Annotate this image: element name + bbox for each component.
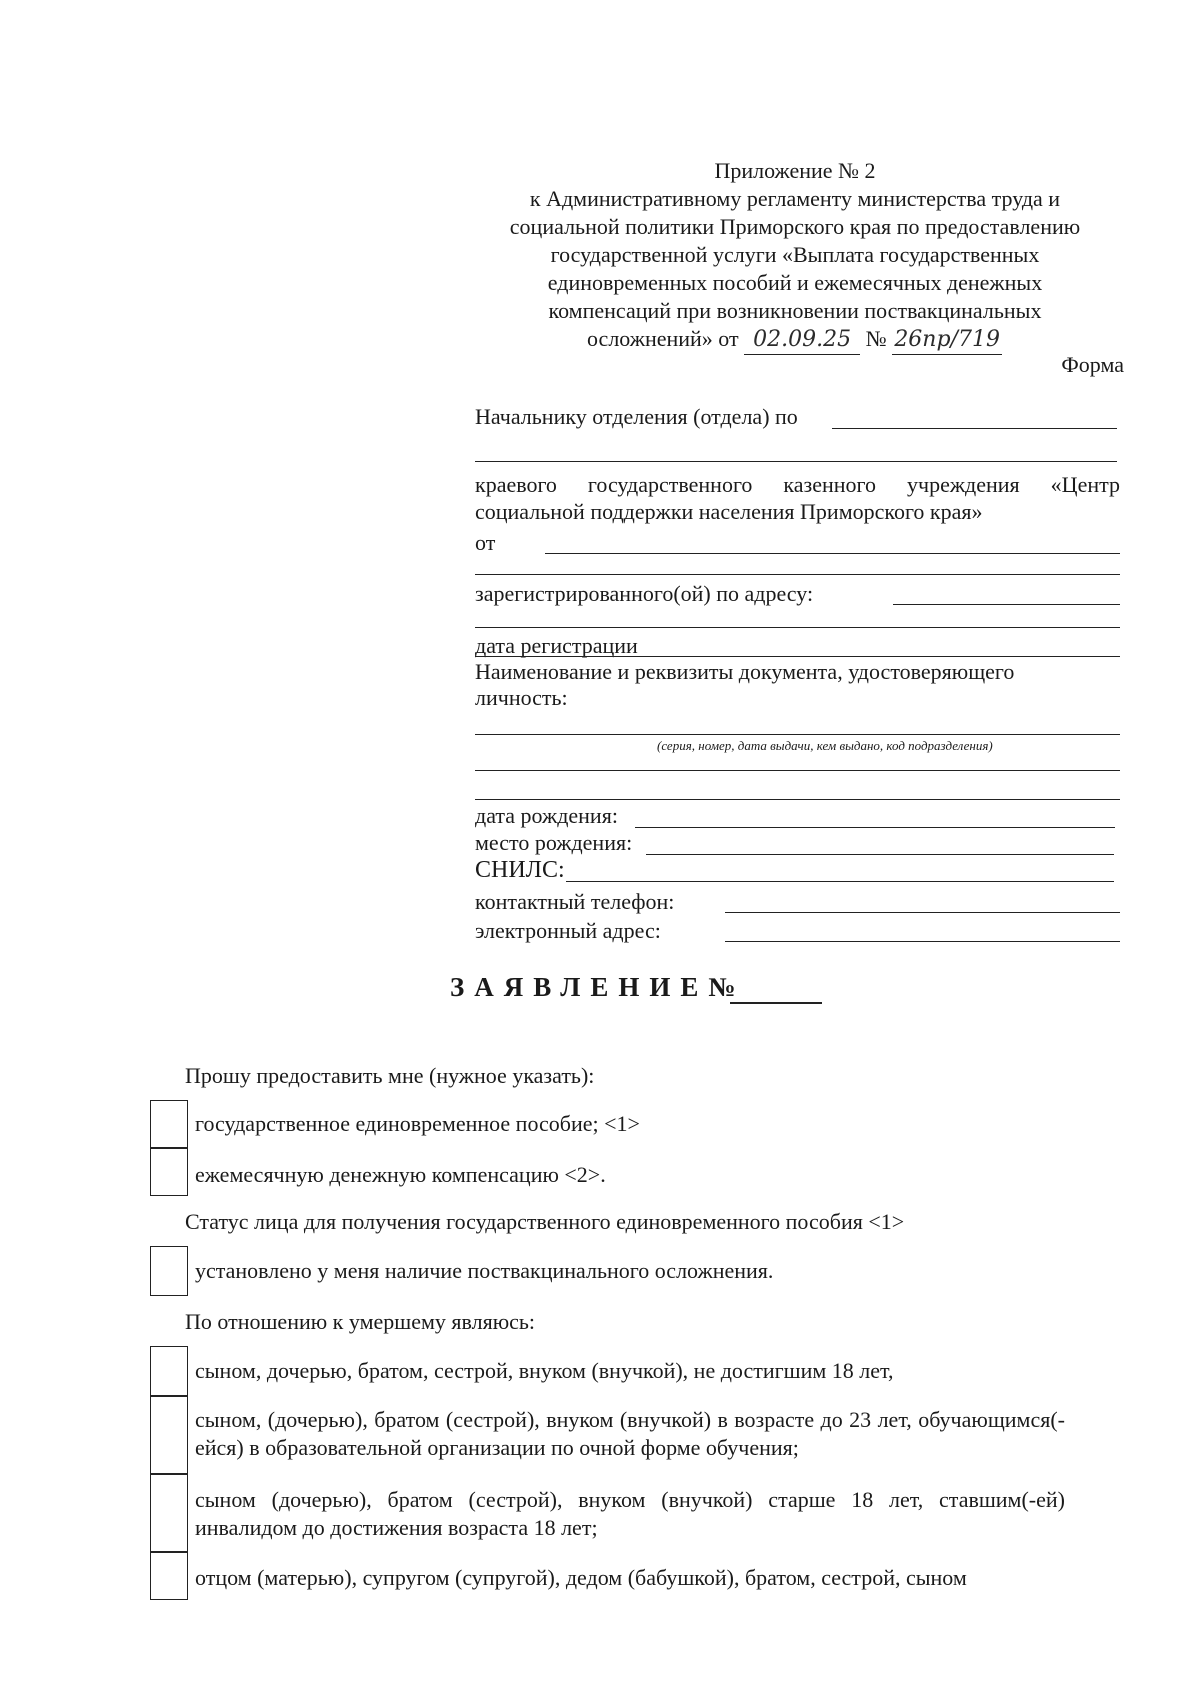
id-document-label: Наименование и реквизиты документа, удостоверяющего личность:	[475, 659, 1015, 710]
birth-place-label: место рождения:	[475, 830, 633, 855]
option-monthly-compensation: ежемесячную денежную компенсацию <2>.	[195, 1162, 606, 1187]
relation-option-disabled-before-18: сыном (дочерью), братом (сестрой), внуком (внучкой) старше 18 лет, ставшим(-ей) инвалидом до достижения возраста 18 лет;	[195, 1487, 1065, 1540]
email-label: электронный адрес:	[475, 918, 661, 943]
institution-name: краевого государственного казенного учреждения «Центр социальной поддержки населения Приморского края»	[475, 472, 1120, 524]
to-head-field[interactable]	[832, 428, 1117, 429]
snils-label: СНИЛС:	[475, 857, 565, 883]
document-title: ЗАЯВЛЕНИЕ№	[450, 972, 746, 1002]
to-head-label: Начальнику отделения (отдела) по	[475, 404, 798, 429]
from-field[interactable]	[545, 553, 1120, 554]
appendix-line-3: государственной услуги «Выплата государственных	[550, 242, 1040, 267]
email-field[interactable]	[725, 941, 1120, 942]
status-option-complication: установлено у меня наличие поствакцинального осложнения.	[195, 1258, 774, 1283]
phone-label: контактный телефон:	[475, 889, 675, 914]
appendix-line-6	[587, 325, 1002, 355]
application-number-field[interactable]	[730, 1002, 822, 1004]
appendix-line-4: единовременных пособий и ежемесячных денежных	[547, 270, 1043, 295]
id-document-field[interactable]	[475, 734, 1120, 735]
appendix-line-6-prefix: осложнений» от	[587, 326, 739, 351]
id-document-field-3[interactable]	[475, 799, 1120, 800]
number-sign: №	[865, 326, 887, 351]
reg-date-field[interactable]	[475, 656, 1120, 657]
relation-option-parent-spouse: отцом (матерью), супругом (супругой), дедом (бабушкой), братом, сестрой, сыном	[195, 1565, 967, 1590]
birth-date-field[interactable]	[635, 827, 1115, 828]
id-document-field-2[interactable]	[475, 770, 1120, 771]
option-lump-sum-benefit: государственное единовременное пособие; <1>	[195, 1111, 640, 1136]
registered-address-field-2[interactable]	[475, 627, 1120, 628]
handwritten-number: 26пр/719	[892, 326, 1002, 355]
request-intro: Прошу предоставить мне (нужное указать):	[185, 1063, 595, 1088]
form-label: Форма	[1061, 352, 1124, 377]
from-label: от	[475, 530, 496, 555]
relation-option-student-under-23: сыном, (дочерью), братом (сестрой), внуком (внучкой) в возрасте до 23 лет, обучающимся(-ейся) в образовательной организации по очной форме обучения;	[195, 1407, 1065, 1460]
status-heading: Статус лица для получения государственного единовременного пособия <1>	[185, 1209, 905, 1234]
checkbox-relation-parent-spouse[interactable]	[150, 1552, 188, 1600]
handwritten-date: 02.09.25	[744, 326, 860, 355]
appendix-line-2: социальной политики Приморского края по предоставлению	[509, 214, 1081, 239]
birth-date-label: дата рождения:	[475, 803, 618, 828]
reg-date-label: дата регистрации	[475, 633, 638, 658]
relation-heading: По отношению к умершему являюсь:	[185, 1309, 536, 1334]
id-document-hint: (серия, номер, дата выдачи, кем выдано, код подразделения)	[657, 738, 993, 753]
appendix-line-5: компенсаций при возникновении поствакцинальных	[548, 298, 1042, 323]
checkbox-relation-disabled-before-18[interactable]	[150, 1474, 188, 1552]
relation-option-under-18: сыном, дочерью, братом, сестрой, внуком (внучкой), не достигшим 18 лет,	[195, 1358, 894, 1383]
appendix-title: Приложение № 2	[714, 158, 876, 183]
registered-address-label: зарегистрированного(ой) по адресу:	[475, 581, 814, 606]
appendix-line-1: к Административному регламенту министерства труда и	[529, 186, 1061, 211]
checkbox-monthly-compensation[interactable]	[150, 1148, 188, 1196]
from-field-2[interactable]	[475, 574, 1120, 575]
to-head-field-2[interactable]	[475, 461, 1117, 462]
birth-place-field[interactable]	[646, 854, 1114, 855]
registered-address-field[interactable]	[893, 604, 1120, 605]
snils-field[interactable]	[566, 881, 1114, 882]
checkbox-status-complication[interactable]	[150, 1246, 188, 1296]
phone-field[interactable]	[725, 912, 1120, 913]
checkbox-lump-sum-benefit[interactable]	[150, 1100, 188, 1148]
checkbox-relation-student-under-23[interactable]	[150, 1396, 188, 1474]
checkbox-relation-under-18[interactable]	[150, 1346, 188, 1396]
